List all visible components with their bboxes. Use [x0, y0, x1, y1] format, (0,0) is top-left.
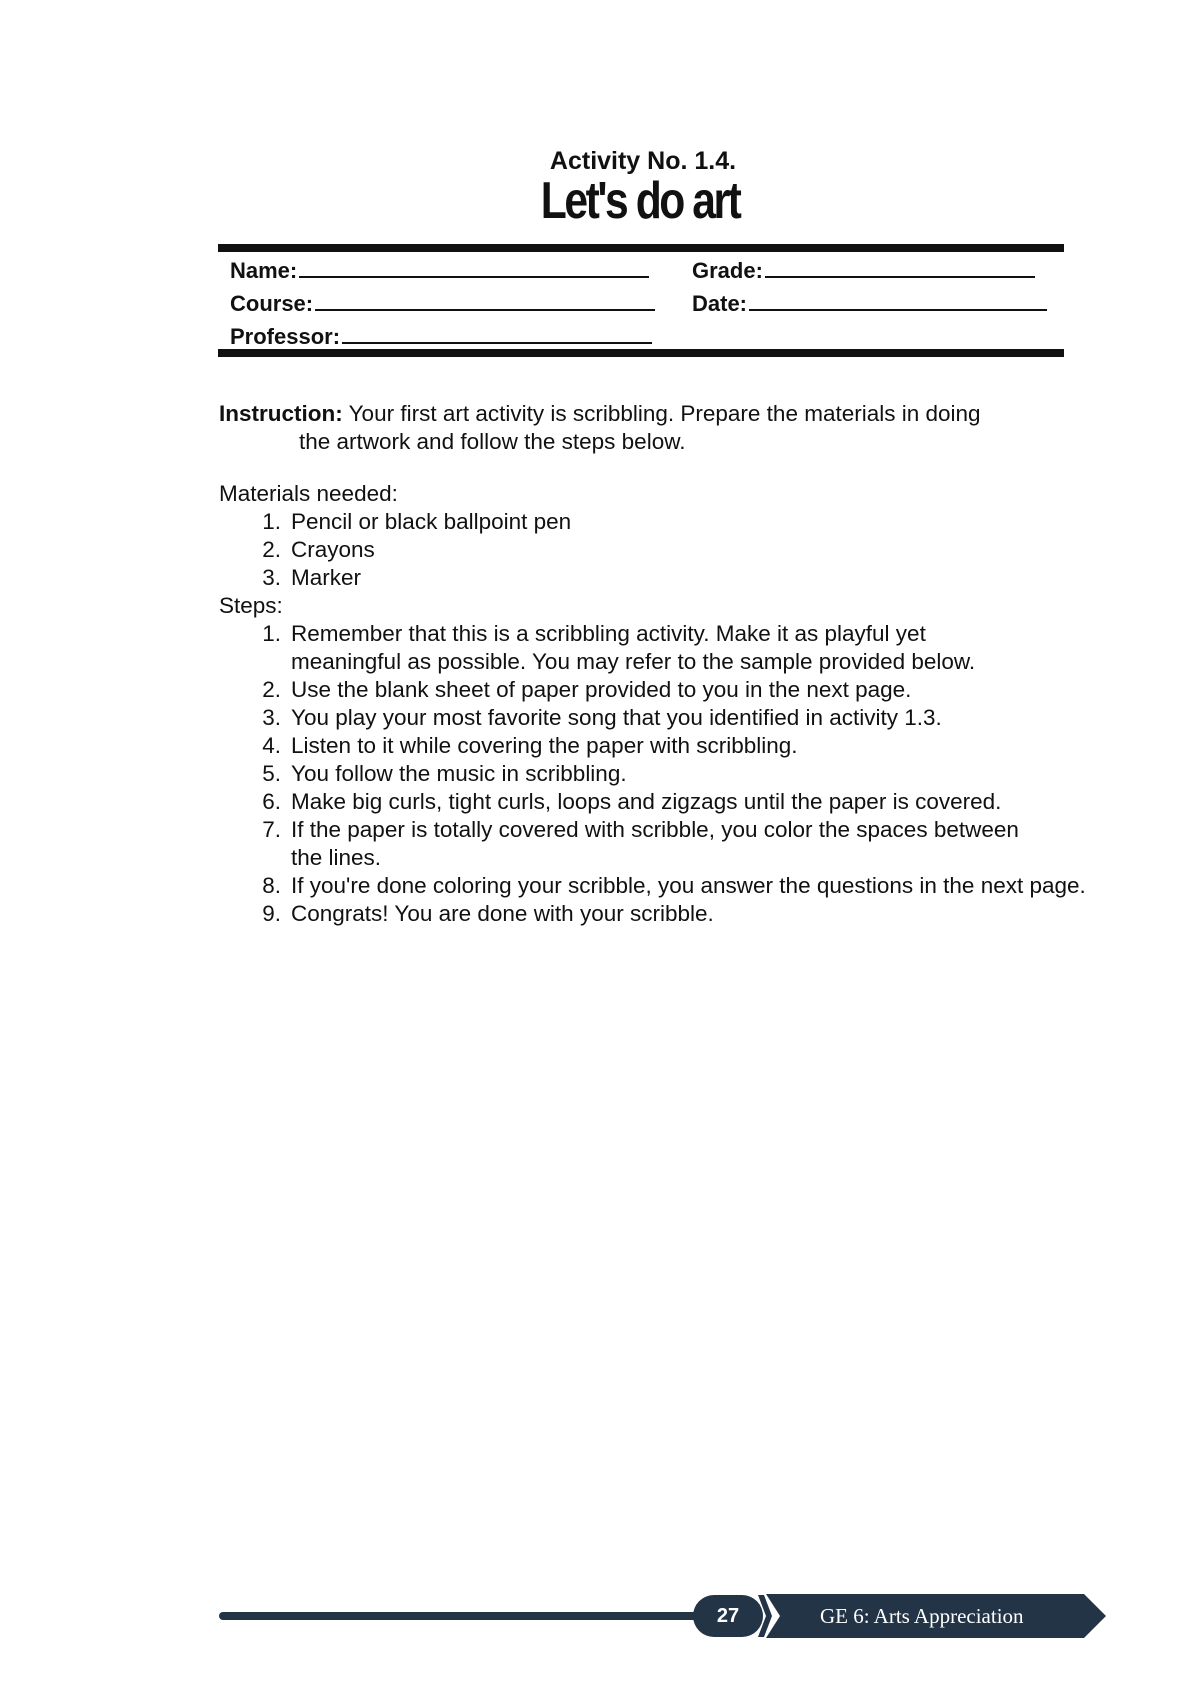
name-field [230, 256, 649, 283]
name-label: Name: [230, 258, 298, 283]
instruction-label: Instruction: [219, 401, 343, 426]
date-label: Date: [692, 291, 748, 316]
list-item: 7. If the paper is totally covered with scribble, you color the spaces between the lines. [262, 817, 1019, 870]
header-rule-top [218, 244, 1064, 252]
title-block [220, 146, 1060, 230]
instruction-paragraph [219, 400, 1069, 428]
list-item: 1. Pencil or black ballpoint pen [262, 509, 572, 534]
professor-label: Professor: [230, 324, 341, 349]
grade-field [692, 256, 1035, 283]
grade-label: Grade: [692, 258, 763, 283]
steps-heading: Steps: [219, 593, 283, 618]
list-item: 2. Use the blank sheet of paper provided to you in the next page. [262, 677, 912, 702]
grade-blank [765, 256, 1035, 278]
materials-list [219, 508, 1069, 592]
date-field [692, 289, 1047, 316]
course-blank [315, 289, 655, 311]
header-rule-bottom [218, 349, 1064, 357]
list-item: 4. Listen to it while covering the paper with scribbling. [262, 733, 798, 758]
footer-rule [219, 1612, 699, 1620]
materials-heading: Materials needed: [219, 481, 398, 506]
list-item: 1. Remember that this is a scribbling activity. Make it as playful yet meaningful as possible. You may refer to the sample provided below. [262, 621, 976, 674]
name-blank [299, 256, 649, 278]
instruction-text-continued: the artwork and follow the steps below. [299, 429, 686, 454]
list-item: 3. You play your most favorite song that you identified in activity 1.3. [262, 705, 942, 730]
list-item: 8. If you're done coloring your scribble, you answer the questions in the next page. [262, 873, 1086, 898]
list-item: 6. Make big curls, tight curls, loops and zigzags until the paper is covered. [262, 789, 1002, 814]
activity-number: Activity No. 1.4. [549, 147, 737, 175]
date-blank [749, 289, 1047, 311]
steps-list [219, 620, 1086, 928]
page-number: 27 [693, 1595, 763, 1637]
list-item: 3. Marker [262, 565, 362, 590]
professor-blank [342, 322, 652, 344]
instruction-text: Your first art activity is scribbling. Prepare the materials in doing [348, 401, 981, 426]
professor-field [230, 322, 652, 349]
list-item: 2. Crayons [262, 537, 375, 562]
list-item: 5. You follow the music in scribbling. [262, 761, 627, 786]
course-label: Course: [230, 291, 314, 316]
course-title: GE 6: Arts Appreciation [820, 1604, 1024, 1628]
activity-title: Let's do art [540, 172, 740, 230]
list-item: 9. Congrats! You are done with your scribble. [262, 901, 714, 926]
course-field [230, 289, 655, 316]
activity-body [219, 400, 1086, 928]
